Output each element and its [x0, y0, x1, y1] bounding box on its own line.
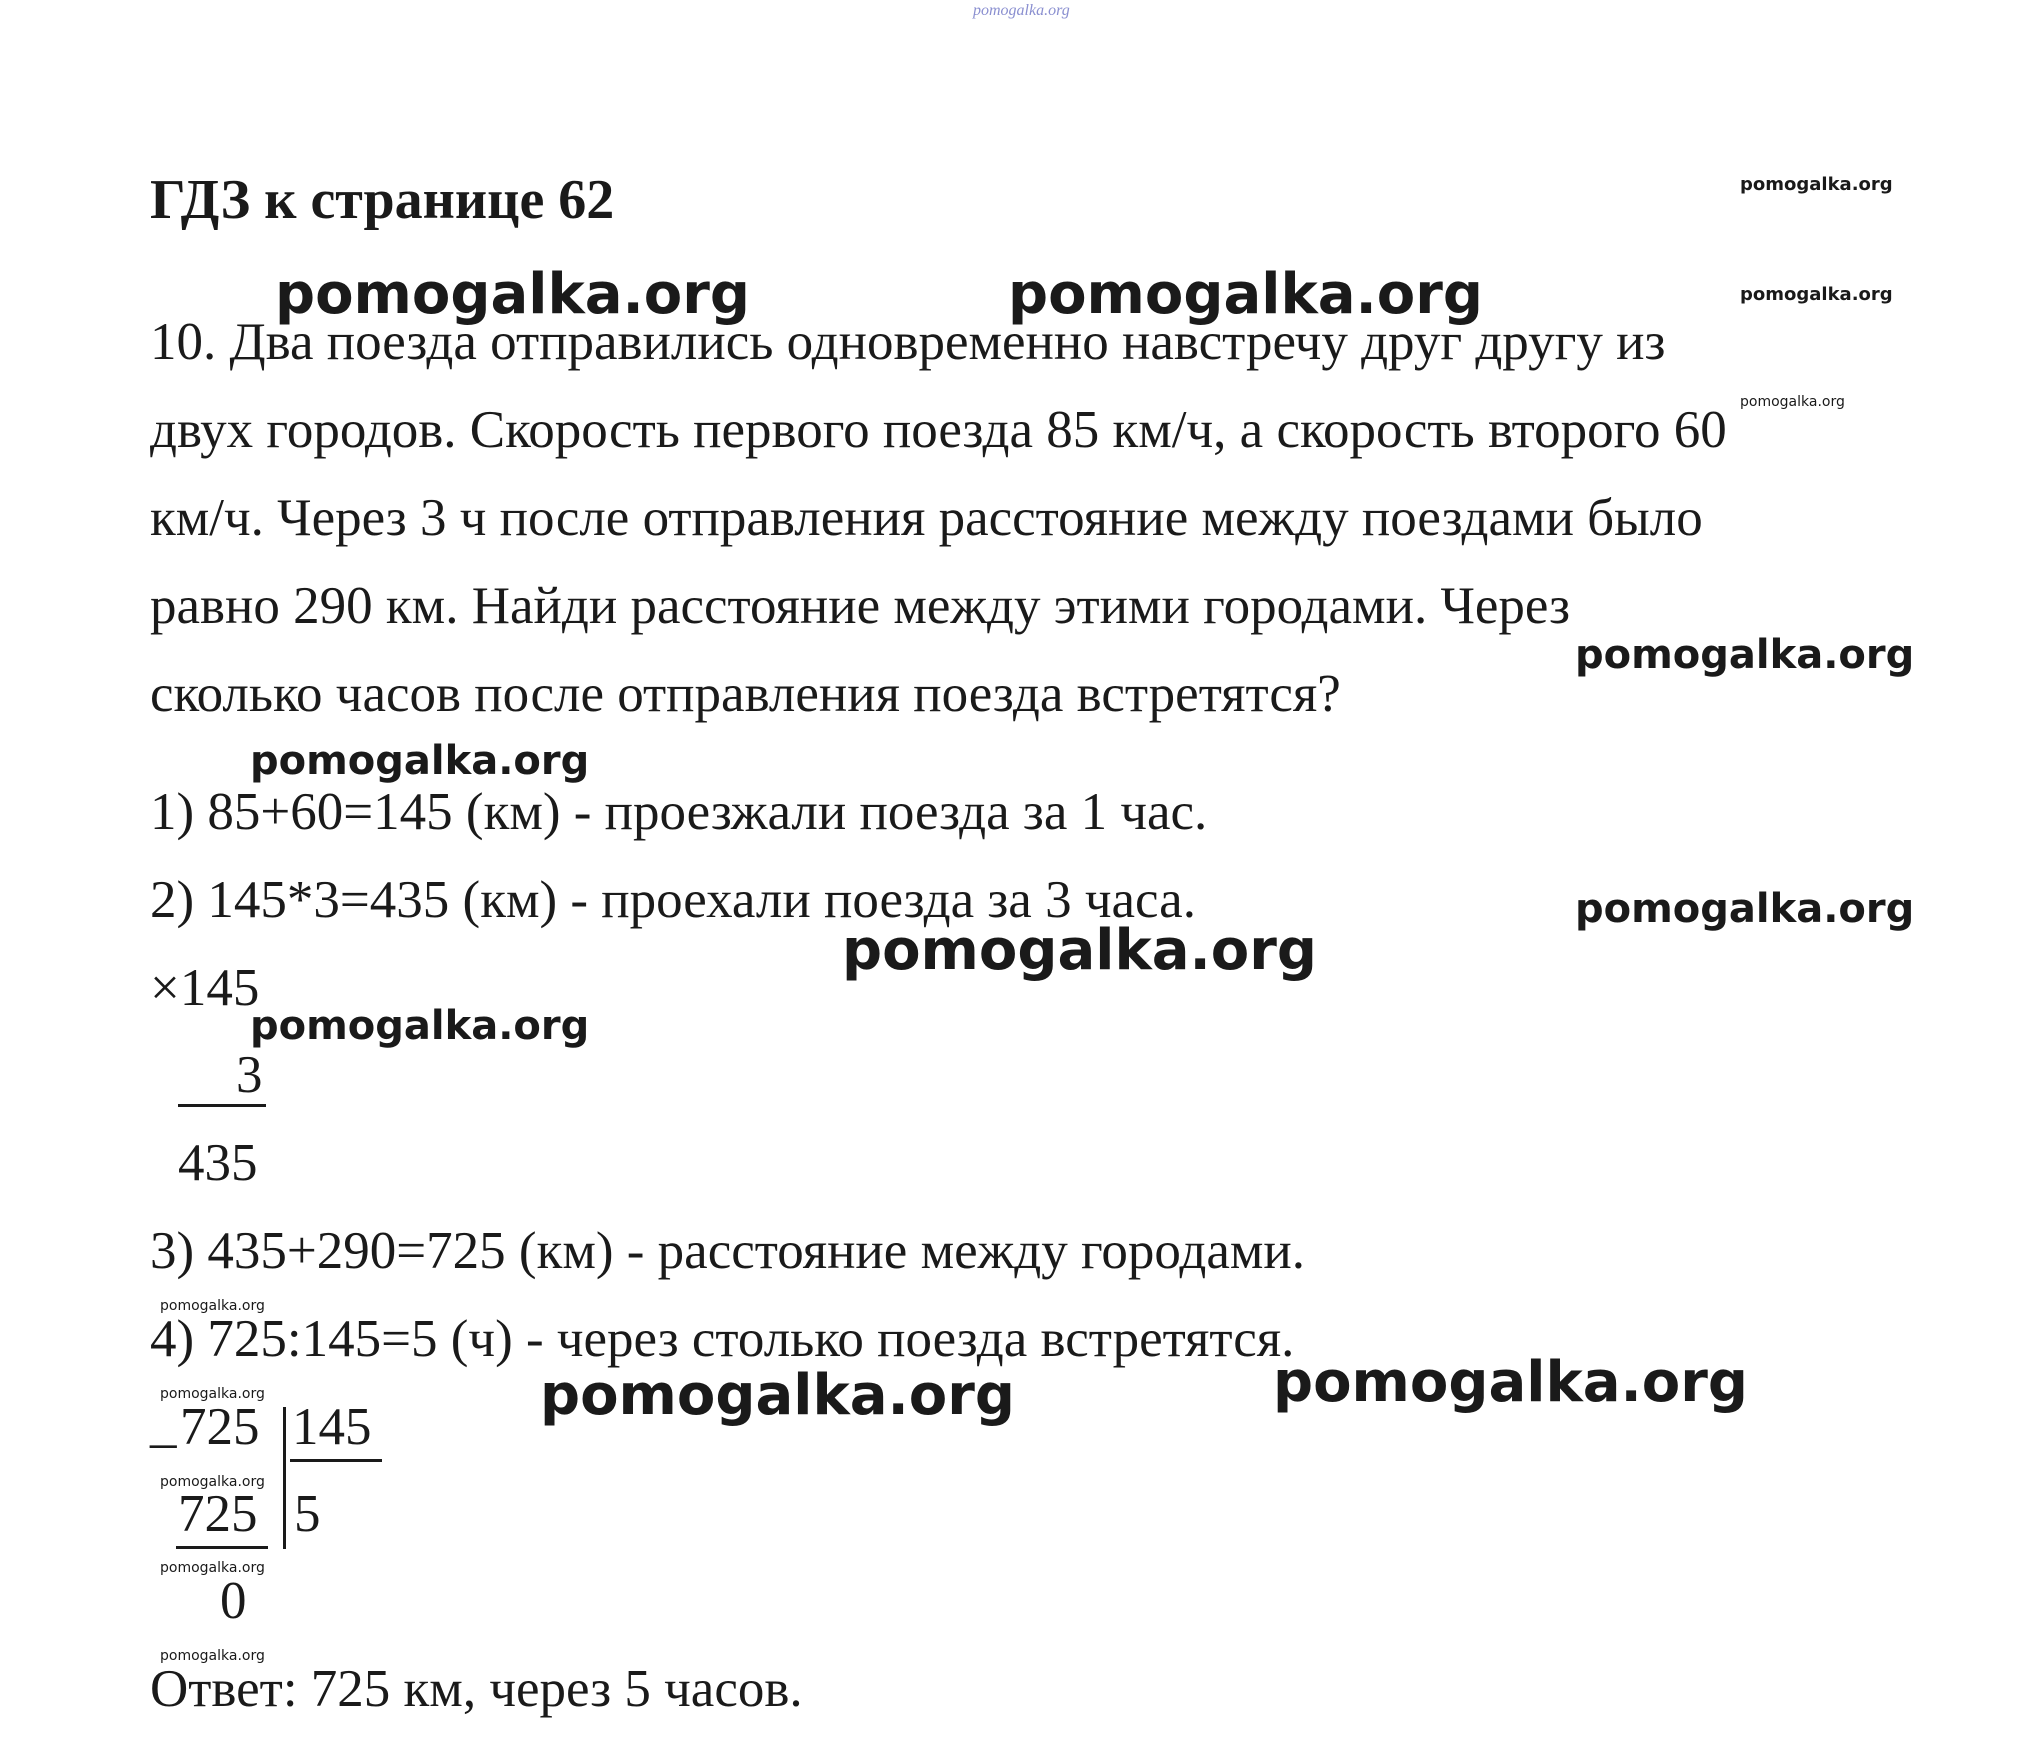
division-subtrahend-line [176, 1546, 268, 1549]
problem-line-3: км/ч. Через 3 ч после отправления расстояние между поездами было [150, 489, 1703, 547]
watermark: pomogalka.org [275, 262, 750, 327]
solution-step-2: 2) 145*3=435 (км) - проехали поезда за 3 часа. [150, 871, 1196, 929]
watermark: pomogalka.org [160, 1648, 265, 1664]
watermark: pomogalka.org [160, 1386, 265, 1402]
solution-step-3: 3) 435+290=725 (км) - расстояние между городами. [150, 1222, 1306, 1280]
watermark: pomogalka.org [1740, 394, 1845, 410]
division-minus: _ [150, 1395, 177, 1453]
multiplication-top: ×145 [150, 959, 260, 1017]
watermark: pomogalka.org [842, 918, 1317, 983]
watermark: pomogalka.org [1740, 174, 1893, 195]
watermark: pomogalka.org [1273, 1350, 1748, 1415]
watermark: pomogalka.org [1008, 262, 1483, 327]
header-watermark: pomogalka.org [973, 2, 1070, 19]
watermark: pomogalka.org [250, 738, 590, 784]
problem-line-4: равно 290 км. Найди расстояние между этими городами. Через [150, 577, 1571, 635]
multiplication-line [178, 1104, 266, 1107]
problem-line-2: двух городов. Скорость первого поезда 85 км/ч, а скорость второго 60 [150, 401, 1727, 459]
solution-step-4: 4) 725:145=5 (ч) - через столько поезда встретятся. [150, 1310, 1295, 1368]
watermark: pomogalka.org [250, 1003, 590, 1049]
page-title: ГДЗ к странице 62 [150, 169, 615, 231]
division-vertical-line [283, 1407, 286, 1549]
division-divisor: 145 [292, 1398, 372, 1456]
watermark: pomogalka.org [1575, 632, 1915, 678]
watermark: pomogalka.org [1740, 284, 1893, 305]
watermark: pomogalka.org [160, 1298, 265, 1314]
answer-line: Ответ: 725 км, через 5 часов. [150, 1660, 803, 1718]
division-quotient: 5 [294, 1485, 321, 1543]
watermark: pomogalka.org [540, 1363, 1015, 1428]
division-subtrahend: 725 [178, 1485, 258, 1543]
problem-line-1: 10. Два поезда отправились одновременно навстречу друг другу из [150, 313, 1666, 371]
division-dividend: 725 [180, 1398, 260, 1456]
watermark: pomogalka.org [160, 1560, 265, 1576]
division-divisor-line [290, 1459, 382, 1462]
multiplication-multiplier: 3 [236, 1046, 263, 1104]
division-remainder: 0 [220, 1572, 247, 1630]
problem-line-5: сколько часов после отправления поезда встретятся? [150, 665, 1341, 723]
multiplication-result: 435 [178, 1134, 258, 1192]
watermark: pomogalka.org [160, 1474, 265, 1490]
solution-step-1: 1) 85+60=145 (км) - проезжали поезда за 1 час. [150, 783, 1208, 841]
watermark: pomogalka.org [1575, 886, 1915, 932]
